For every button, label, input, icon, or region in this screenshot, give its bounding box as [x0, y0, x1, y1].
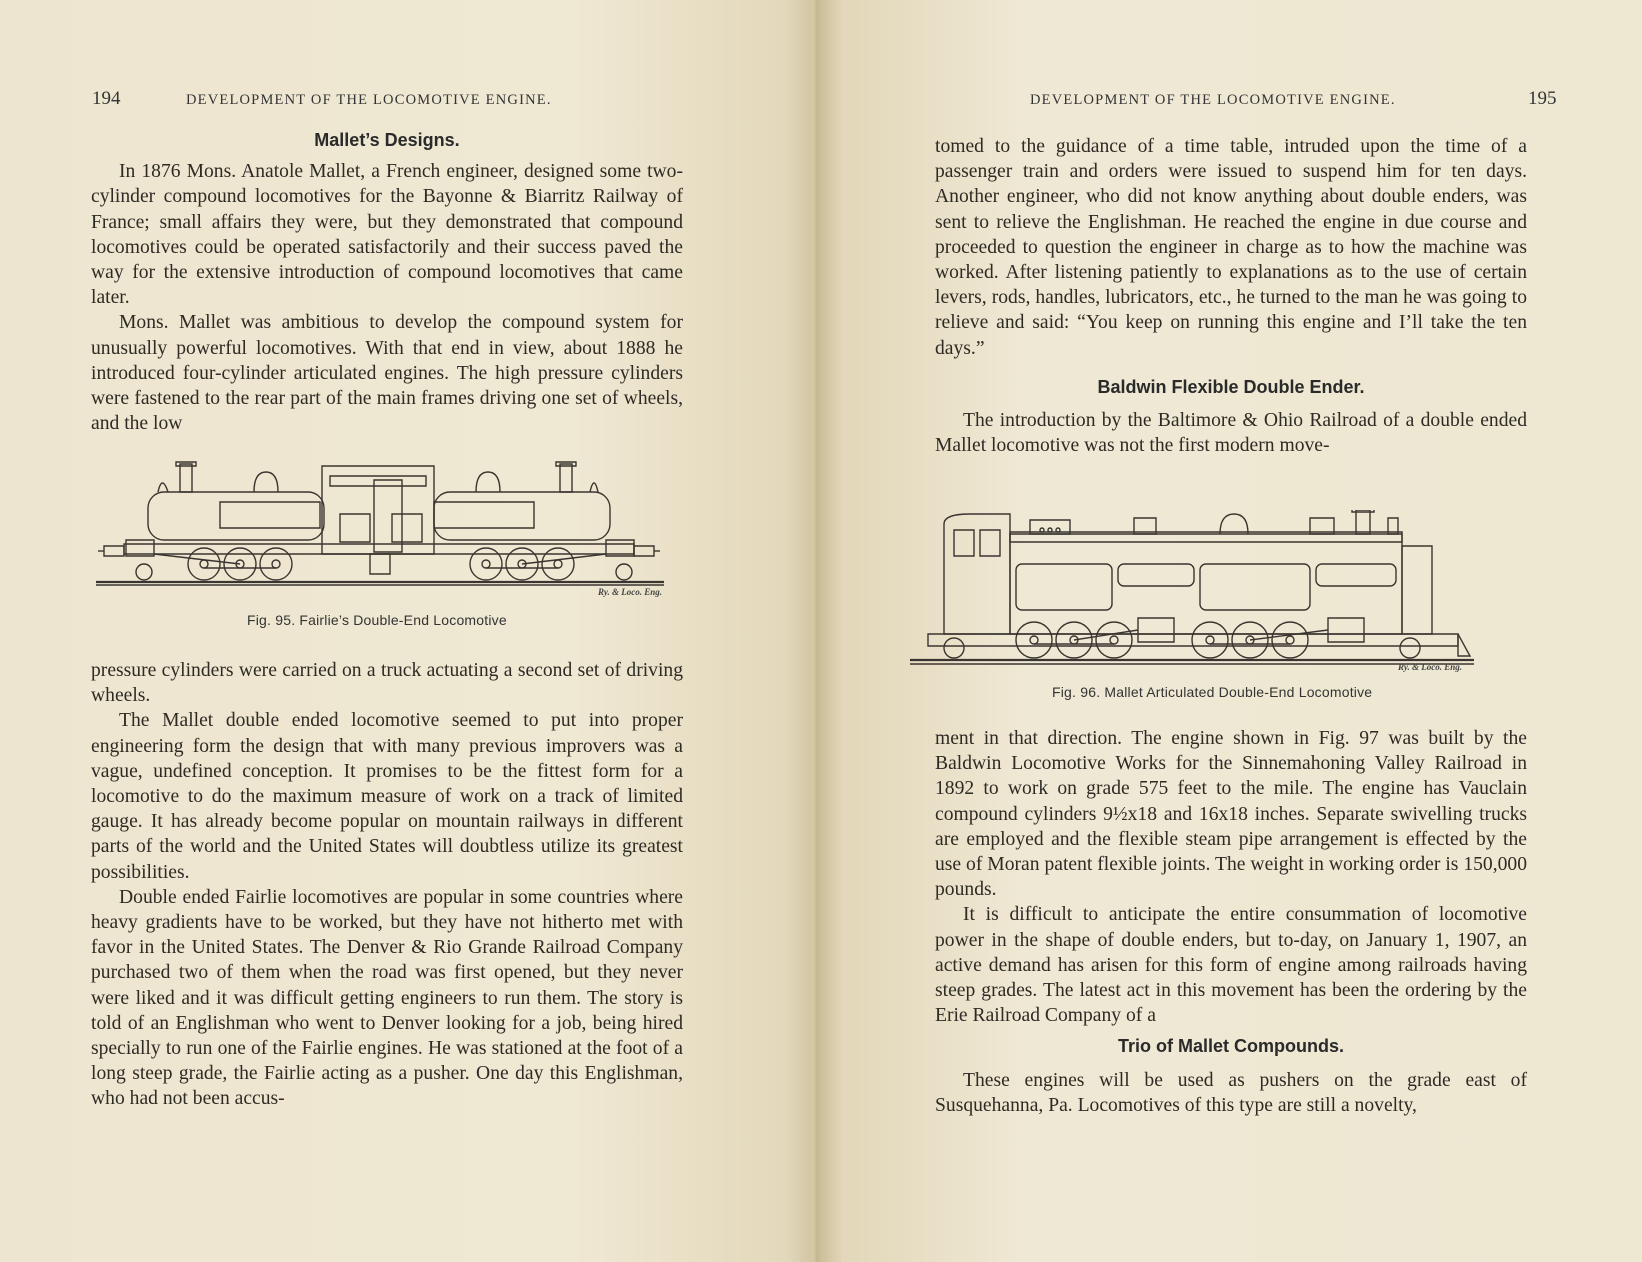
left-page	[0, 0, 818, 1262]
running-head: DEVELOPMENT OF THE LOCOMOTIVE ENGINE.	[1030, 92, 1396, 108]
fairlie-locomotive-illustration	[94, 458, 666, 590]
left-column-top	[91, 128, 683, 436]
figure-caption: Fig. 96. Mallet Articulated Double-End Locomotive	[1052, 684, 1373, 700]
mallet-locomotive-illustration	[910, 510, 1476, 670]
page-number: 195	[1528, 88, 1557, 109]
page-number: 194	[92, 88, 121, 109]
paragraph: pressure cylinders were carried on a truck actuating a second set of driving wheels.	[91, 660, 683, 707]
right-column-top	[935, 134, 1527, 458]
section-heading: Mallet’s Designs.	[314, 130, 460, 150]
figure-caption: Fig. 95. Fairlie’s Double-End Locomotive	[247, 612, 507, 628]
paragraph: These engines will be used as pushers on the grade east of Susquehanna, Pa. Locomotives of this type are still a novelty,	[935, 1069, 1527, 1116]
paragraph: The introduction by the Baltimore & Ohio Railroad of a double ended Mallet locomotive was not the first modern move-	[935, 410, 1527, 457]
paragraph: It is difficult to anticipate the entire consummation of locomotive power in the shape of double enders, but to-day, on January 1, 1907, an active demand has arisen for this form of engine among railroads having steep grades. The latest act in this movement has been the ordering by the Erie Railroad Company of a	[935, 904, 1527, 1027]
running-head: DEVELOPMENT OF THE LOCOMOTIVE ENGINE.	[186, 92, 552, 108]
paragraph: ment in that direction. The engine shown in Fig. 97 was built by the Baldwin Locomotive Works for the Sinnemahoning Valley Railroad in 1892 to work on grade 575 feet to the mile. The engine has Vauclain compound cylinders 9½x18 and 16x18 inches. Separate swivelling trucks are employed and the flexible steam pipe arrangement is effected by the use of Moran patent flexible joints. The weight in working order is 150,000 pounds.	[935, 728, 1527, 901]
left-column-bottom	[91, 658, 683, 1112]
section-heading: Baldwin Flexible Double Ender.	[1097, 376, 1365, 397]
paragraph: tomed to the guidance of a time table, intruded upon the time of a passenger train and orders were issued to suspend him for ten days. Another engineer, who did not know anything about double enders, was sent to relieve the Englishman. He reached the engine in due course and proceeded to question the engineer in charge as to how the machine was worked. After listening patiently to explanations as to the use of certain levers, rods, handles, lubricators, etc., he turned to the man he was going to relieve and said: “You keep on running this engine and I’ll take the ten days.”	[935, 136, 1527, 359]
section-heading: Trio of Mallet Compounds.	[1118, 1036, 1344, 1057]
right-column-bottom	[935, 726, 1527, 1118]
paragraph: Mons. Mallet was ambitious to develop the compound system for unusually powerful locomotives. With that end in view, about 1888 he introduced four-cylinder articulated engines. The high pressure cylinders were fastened to the rear part of the main frames driving one set of wheels, and the low	[91, 312, 683, 435]
paragraph: Double ended Fairlie locomotives are popular in some countries where heavy gradients have to be worked, but they have not hitherto met with favor in the United States. The Denver & Rio Grande Railroad Company purchased two of them when the road was first opened, but they never were liked and it was difficult getting engineers to run them. The story is told of an Englishman who went to Denver looking for a job, being hired specially to run one of the Fairlie engines. He was stationed at the foot of a long steep grade, the Fairlie acting as a pusher. One day this Englishman, who had not been accus-	[91, 886, 683, 1110]
figure-credit: Ry. & Loco. Eng.	[598, 587, 663, 597]
figure-credit: Ry. & Loco. Eng.	[1398, 662, 1463, 672]
right-page	[818, 0, 1642, 1262]
paragraph: The Mallet double ended locomotive seemed to put into proper engineering form the design that with many previous improvers was a vague, undefined conception. It promises to be the fittest form for a locomotive to do the maximum measure of work on a track of limited gauge. It has already become popular on mountain railways in different parts of the world and the United States will doubtless utilize its greatest possibilities.	[91, 710, 683, 883]
paragraph: In 1876 Mons. Anatole Mallet, a French engineer, designed some two-cylinder compound locomotives for the Bayonne & Biarritz Railway of France; small affairs they were, but they demonstrated that compound locomotives could be operated satisfactorily and their success paved the way for the extensive introduction of compound locomotives that came later.	[91, 161, 683, 309]
